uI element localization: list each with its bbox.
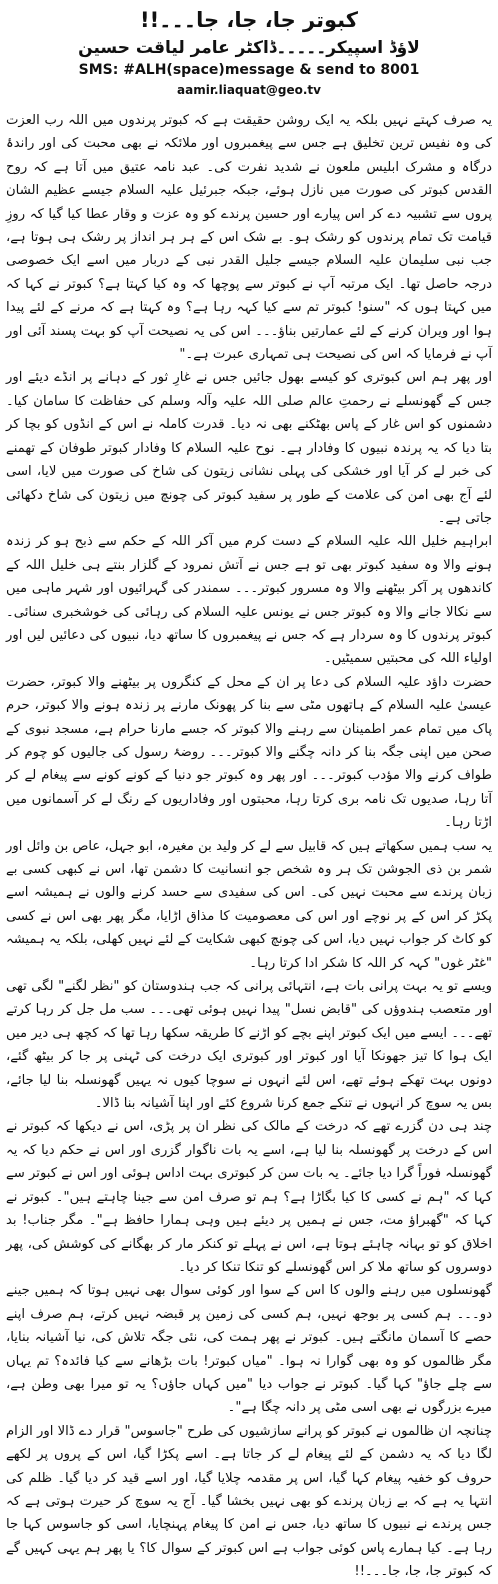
body-paragraph: یہ سب ہمیں سکھاتے ہیں کہ قابیل سے لے کر ولید بن مغیرہ، ابو جہل، عاص بن وائل اور شمر بن ذی الجوشن تک ہر وہ شخص جو انسانیت کا دشمن تھا، اس نے کبھی کسی بے زبان پرندے سے محبت نہیں کی۔ اس کی سفیدی سے حسد کرنے والوں نے ہمیشہ اسے پکڑ کر اس کے پر نوچے اور اس کی معصومیت کا مذاق اڑایا، مگر پھر بھی اس نے کسی کو کاٹ کر جواب نہیں دیا، اس کی چونچ کبھی شکایت کے لئے نہیں کھلی، بلکہ یہ ہمیشہ "غٹر غوں" کہہ کر اللہ کا شکر ادا کرتا رہا۔ xyxy=(6,838,492,971)
body-paragraph: حضرت داؤد علیہ السلام کی دعا پر ان کے محل کے کنگروں پر بیٹھنے والا کبوتر، حضرت عیسیٰ علیہ السلام کے ہاتھوں مٹی سے بنا کر پھونک مارنے پر زندہ ہونے والا کبوتر، حرم پاک میں تمام عمر اطمینان سے رہنے والا کبوتر کہ جسے مارنا حرام ہے، مسجد نبوی کے صحن میں اپنی جگہ بنا کر دانہ چگنے والا کبوتر۔۔۔ روضۂ رسول کی جالیوں کو چوم کر طواف کرنے والا مؤدب کبوتر۔۔۔ اور پھر وہ کبوتر جو دنیا کے کونے کونے سے پیغام لے کر آتا رہا، صدیوں تک نامہ بری کرتا رہا، محبتوں اور وفاداریوں کے رنگ لے کر آسمانوں میں اڑتا رہا۔ xyxy=(6,674,492,831)
body-paragraph: ویسے تو یہ بہت پرانی بات ہے، انتہائی پرانی کہ جب ہندوستان کو "نظر لگنے" لگی تھی اور متعصب ہندوؤں کی "قابض نسل" پیدا نہیں ہوئی تھی۔۔۔ سب مل جل کر رہا کرتے تھے۔۔۔ ایسے میں ایک کبوتر اپنے بچے کو اڑنے کا طریقہ سکھا رہا تھا کہ کچھ ہی دیر میں ایک ہوا کا تیز جھونکا آیا اور کبوتر اور کبوتری ایک درخت کی ٹہنی پر جا کر بیٹھ گئے، دونوں بہت تھکے ہوئے تھے، اس لئے انہوں نے سوچا کیوں نہ یہیں گھونسلہ بنا لیا جائے، بس یہ سوچ کر انہوں نے تنکے جمع کرنا شروع کئے اور اپنا آشیانہ بنا ڈالا۔ xyxy=(6,979,492,1112)
body-paragraph: اور پھر ہم اس کبوتری کو کیسے بھول جائیں جس نے غارِ ثور کے دہانے پر انڈے دیئے اور جس کے گھونسلے نے رحمتِ عالم صلی اللہ علیہ وآلہ وسلم کی حفاظت کا سامان کیا۔ دشمنوں کو اس غار کے پاس بھٹکنے بھی نہ دیا۔ قدرت کاملہ نے اس کے انڈوں کو بچا کر بتا دیا کہ یہ پرندہ نبیوں کا وفادار ہے۔ نوح علیہ السلام کا وفادار کبوتر طوفان کے تھمنے کی خبر لے کر آیا اور خشکی کی پہلی نشانی زیتون کی شاخ کی صورت میں لایا، اسی لئے آج بھی امن کی علامت کے طور پر سفید کبوتر کی چونچ میں زیتون کی شاخ دکھائی جاتی ہے۔ xyxy=(6,370,492,526)
email-contact[interactable]: aamir.liaquat@geo.tv xyxy=(177,83,321,97)
body-paragraph: ابراہیم خلیل اللہ علیہ السلام کے دست کرم میں آکر اللہ کے حکم سے ذبح ہو کر زندہ ہونے والا وہ سفید کبوتر بھی تو ہے جس نے آتش نمرود کے گلزار بنتے ہی خلیل اللہ کے کاندھوں پر آکر بیٹھنے والا وہ مسرور کبوتر۔۔۔ سمندر کی گہرائیوں اور شہر ماہی میں سے نکالا جانے والا وہ کبوتر جس نے یونس علیہ السلام کی رہائی کی خوشخبری سنائی۔ کبوتر پرندوں کا وہ سردار ہے کہ جس نے پیغمبروں کا ساتھ دیا، نبیوں کی دعائیں لیں اور اولیاء اللہ کی محبتیں سمیٹیں۔ xyxy=(6,534,492,667)
column-byline: لاؤڈ اسپیکر۔۔۔۔۔ڈاکٹر عامر لیاقت حسین xyxy=(78,38,420,58)
body-paragraph: گھونسلوں میں رہنے والوں کا اس کے سوا اور کوئی سوال بھی نہیں ہوتا کہ ہمیں جینے دو۔۔۔ ہم کسی پر بوجھ نہیں، ہم کسی کی زمین پر قبضہ نہیں کرتے، ہم صرف اپنے حصے کا آسمان مانگتے ہیں۔ کبوتر نے پھر ہمت کی، نئی جگہ تلاش کی، نیا آشیانہ بنایا، مگر ظالموں کو وہ بھی گوارا نہ ہوا۔ "میاں کبوتر! بات بڑھانے سے کیا فائدہ؟ تم یہاں سے چلے جاؤ" کہا گیا۔ کبوتر نے جواب دیا "میں کہاں جاؤں؟ یہ تو میرا بھی وطن ہے، میرے بزرگوں نے بھی اسی مٹی پر دانہ چگا ہے"۔ xyxy=(6,1283,492,1416)
sms-contact: SMS: #ALH(space)message & send to 8001 xyxy=(78,62,420,78)
body-paragraph: چند ہی دن گزرے تھے کہ درخت کے مالک کی نظر ان پر پڑی، اس نے دیکھا کہ کبوتر نے اس کے درخت پر گھونسلہ بنا لیا ہے، اسے یہ بات ناگوار گزری اور اس نے حکم دیا کہ یہ گھونسلہ فوراً گرا دیا جائے۔ یہ بات سن کر کبوتری بہت اداس ہوئی اور اس نے کبوتر سے کہا کہ "ہم نے کسی کا کیا بگاڑا ہے؟ ہم تو صرف امن سے جینا چاہتے ہیں"۔ کبوتر نے کہا کہ "گھبراؤ مت، جس نے ہمیں پر دیئے ہیں وہی ہمارا حافظ ہے"۔ مگر جناب! بد اخلاق کو تو بہانہ چاہئے ہوتا ہے، اس نے پہلے تو کنکر مار کر بھگانے کی کوشش کی، پھر دوسروں کو ساتھ ملا کر اس گھونسلے کو تنکا تنکا کر دیا۔ xyxy=(6,1119,492,1275)
body-paragraph: یہ صرف کہتے نہیں بلکہ یہ ایک روشن حقیقت ہے کہ کبوتر پرندوں میں اللہ رب العزت کی وہ نفیس ترین تخلیق ہے جس سے پیغمبروں اور ملائکہ نے بھی محبت کی اور راندۂ درگاہ و مشرک ابلیس ملعون نے شدید نفرت کی۔ عبد نامہ عتیق میں آتا ہے کہ روح القدس کبوتر کی صورت میں نازل ہوئے، جبکہ جبرئیل علیہ السلام جیسے عظیم الشان پروں سے تشبیہ دے کر اس پیارے اور حسین پرندے کو وہ عزت و وقار عطا کیا گیا کہ روزِ قیامت تک تمام پرندوں کو رشک ہو۔ بے شک اس کے ہر ہر انداز پر رشک ہی ہوتا ہے، جب نبی سلیمان علیہ السلام جیسے جلیل القدر نبی کے دربار میں اسے ایک خصوصی درجہ حاصل تھا۔ ایک مرتبہ آپ نے کبوتر سے پوچھا کہ وہ کیا کہتا ہے؟ کبوتر نے کہا کہ میں کہتا ہوں کہ "سنو! کبوتر تم سے کیا کہہ رہا ہے؟ وہ کہتا ہے کہ مرنے کے لئے پیدا ہوا اور ویران کرنے کے لئے عمارتیں بناؤ۔۔۔ اس کی یہ نصیحت آپ کو بہت پسند آئی اور آپ نے فرمایا کہ اس کی نصیحت ہی تمہاری عبرت ہے۔" xyxy=(6,113,492,363)
column-title: کبوتر جا، جا، جا۔۔۔!! xyxy=(140,8,358,32)
column-body xyxy=(6,109,492,1584)
body-paragraph: چنانچہ ان ظالموں نے کبوتر کو پرانے سازشیوں کی طرح "جاسوس" قرار دے ڈالا اور الزام لگا دیا کہ یہ دشمن کے لئے پیغام لے کر جاتا ہے۔ اسے پکڑا گیا، اس کے پروں پر لکھے حروف کو خفیہ پیغام کہا گیا، اس پر مقدمہ چلایا گیا، اور اسے قید کر دیا گیا۔ ظلم کی انتہا یہ ہے کہ بے زبان پرندے کو بھی نہیں بخشا گیا۔ آج یہ سوچ کر حیرت ہوتی ہے کہ جس پرندے نے نبیوں کا ساتھ دیا، جس نے امن کا پیغام پہنچایا، اسی کو جاسوس کہا جا رہا ہے۔ کیا ہمارے پاس کوئی جواب ہے اس کبوتر کے سوال کا؟ یا پھر ہم یہی کہیں گے کہ کبوتر جا، جا، جا۔۔۔!! xyxy=(6,1423,492,1580)
column-header xyxy=(6,4,492,99)
